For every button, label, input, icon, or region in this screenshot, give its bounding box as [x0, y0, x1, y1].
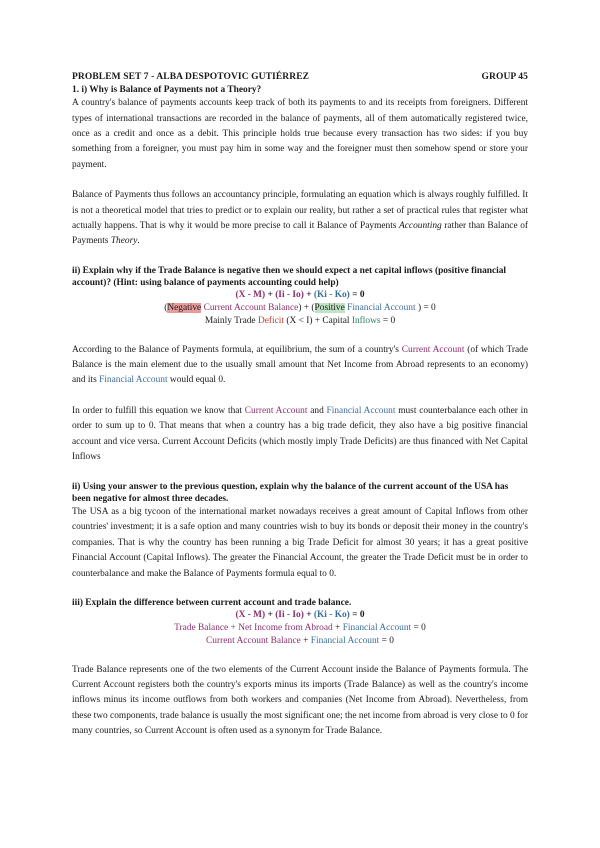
paragraph: The USA as a big tycoon of the international market nowadays receives a great amount of Capital Inflows from other countries' investment; it is a safe option and many countries wish to buy its bonds or deposit their money in the country's companies. That is why the country has been running a big Trade Deficit for almost 30 years; it has a great positive Financial Account (Capital Inflows). The greater the Financial Account, the greater the Trade Deficit must be in order to counterbalance and make the Balance of Payments formula equal to 0. [72, 506, 528, 579]
document-header [72, 72, 528, 84]
paragraph: According to the Balance of Payments formula, at equilibrium, the sum of a country's Current Account (of which Trade Balance is the main element due to the usually small amount that Net Income from Abroad represents to an economy) and its Financial Account would equal 0. [72, 344, 528, 386]
document-title: PROBLEM SET 7 - ALBA DESPOTOVIC GUTIÉRREZ [72, 72, 310, 82]
paragraph: A country's balance of payments accounts keep track of both its payments to and its receipts from foreigners. Different types of international transactions are recorded in the balance of payments, all of them automatically registered twice, once as a credit and once as a debit. This principle holds true because every transaction has two sides: if you buy something from a foreigner, you must pay him in some way and the foreigner must then somehow spend or store your payment. [72, 98, 528, 170]
equation: (X - M) + (Ii - Io) + (Ki - Ko) = 0 [235, 290, 365, 301]
group-label: GROUP 45 [481, 72, 528, 82]
question-2: ii) Explain why if the Trade Balance is negative then we should expect a net capital inflows (positive financial account)? (Hint: using balance of payments accounting could help) [72, 265, 507, 289]
equation: Current Account Balance + Financial Account = 0 [206, 635, 394, 646]
equation: Mainly Trade Deficit (X < I) + Capital Inflows = 0 [204, 315, 396, 326]
question-1: 1. i) Why is Balance of Payments not a Theory? [72, 85, 262, 95]
equation: (Negative Current Account Balance) + (Positive Financial Account ) = 0 [164, 303, 436, 314]
paragraph: Balance of Payments thus follows an accountancy principle, formulating an equation which is always roughly fulfilled. It is not a theoretical model that tries to predict or to explain our reality, but rather a set of practical rules that register what actually happens. That is why it would be more precise to call it Balance of Payments Accounting rather than Balance of Payments Theory. [72, 190, 529, 247]
question-4: iii) Explain the difference between current account and trade balance. [72, 597, 352, 608]
paragraph: In order to fulfill this equation we know that Current Account and Financial Account must counterbalance each other in order to sum up to 0. That means that when a country has a big trade deficit, they also have a big positive financial account and vice versa. Current Account Deficits (which mostly imply Trade Deficits) are thus financed with Net Capital Inflows [72, 405, 528, 463]
equation: Trade Balance + Net Income from Abroad + Financial Account = 0 [174, 622, 426, 633]
question-3: ii) Using your answer to the previous question, explain why the balance of the current account of the USA has been negative for almost three decades. [72, 481, 509, 504]
paragraph: Trade Balance represents one of the two elements of the Current Account inside the Balance of Payments formula. The Current Account registers both the country's exports minus its imports (Trade Balance) as well as the country's income inflows minus its income outflows from both workers and companies (Net Income from Abroad). Nevertheless, from these two components, trade balance is usually the most significant one; the net income from abroad is very close to 0 for many countries, so Current Account is often used as a synonym for Trade Balance. [72, 664, 528, 737]
equation: (X - M) + (Ii - Io) + (Ki - Ko) = 0 [235, 610, 365, 621]
